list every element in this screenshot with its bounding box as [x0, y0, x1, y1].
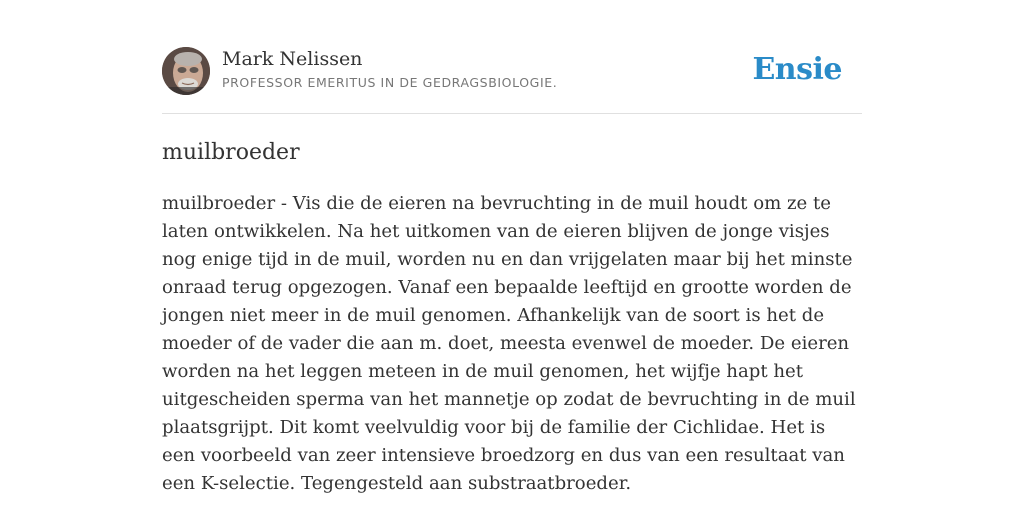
author-header — [162, 46, 862, 96]
author-name[interactable]: Mark Nelissen — [222, 48, 363, 70]
portrait-icon — [162, 47, 210, 95]
article-body: muilbroeder - Vis die de eieren na bevruchting in de muil houdt om ze te laten ontwikkelen. Na het uitkomen van de eieren blijven de jonge visjes nog enige tijd in de muil, worden nu en dan vrijgelaten maar bij het minste onraad terug opgezogen. Vanaf een bepaalde leeftijd en grootte worden de jongen niet meer in de muil genomen. Afhankelijk van de soort is het de moeder of de vader die aan m. doet, meesta evenwel de moeder. De eieren worden na het leggen meteen in de muil genomen, het wijfje hapt het uitgescheiden sperma van het mannetje op zodat de bevruchting in de muil plaatsgrijpt. Dit komt veelvuldig voor bij de familie der Cichlidae. Het is een voorbeeld van zeer intensieve broedzorg en dus van een resultaat van een K-selectie. Tegengesteld aan substraatbroeder. — [162, 193, 856, 494]
definition-card — [162, 0, 862, 512]
author-avatar[interactable] — [162, 47, 210, 95]
brand-logo[interactable]: Ensie — [752, 52, 842, 87]
header-divider — [162, 113, 862, 114]
author-description: PROFESSOR EMERITUS IN DE GEDRAGSBIOLOGIE. — [222, 75, 558, 90]
article-title: muilbroeder — [162, 140, 300, 165]
